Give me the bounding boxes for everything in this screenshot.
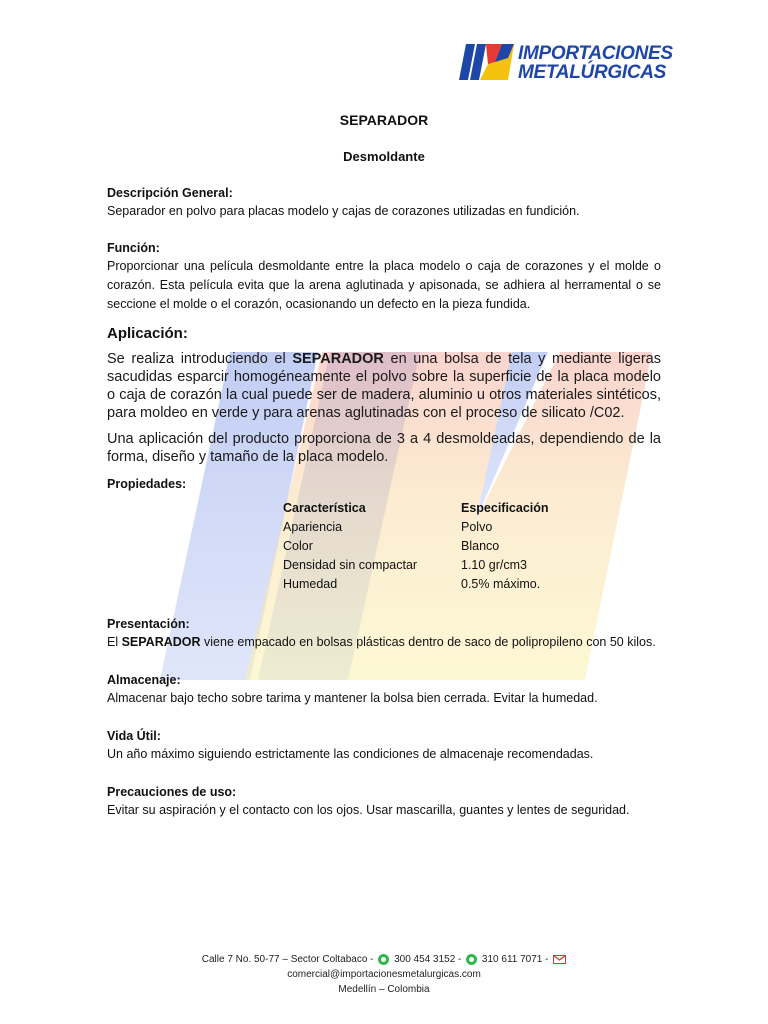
presentacion-label: Presentación: (107, 617, 190, 631)
aplicacion-product-name: SEPARADOR (292, 351, 384, 367)
table-row (283, 577, 549, 596)
aplicacion-paragraph-2: Una aplicación del producto proporciona de 3 a 4 desmoldeadas, dependiendo de la forma, diseño y tamaño de la placa modelo. (107, 431, 661, 465)
propiedades-label: Propiedades: (107, 477, 187, 491)
section-vida-util (107, 727, 661, 764)
document-title: SEPARADOR (339, 112, 429, 128)
aplicacion-text-before: Se realiza introduciendo el (107, 351, 293, 367)
footer-phone-1: 300 454 3152 - (394, 954, 462, 965)
footer-email[interactable]: comercial@importacionesmetalurgicas.com (287, 969, 481, 981)
property-name: Humedad (283, 577, 338, 591)
almacenaje-text: Almacenar bajo techo sobre tarima y mantener la bolsa bien cerrada. Evitar la humedad. (107, 691, 598, 705)
table-header-row (283, 501, 549, 520)
section-funcion (107, 239, 661, 314)
property-name: Apariencia (283, 520, 343, 534)
presentacion-product-name: SEPARADOR (121, 635, 201, 649)
section-presentacion (107, 615, 661, 652)
properties-table (283, 501, 549, 596)
precauciones-label: Precauciones de uso: (107, 785, 237, 799)
logo-line-2: METALÚRGICAS (518, 62, 667, 83)
section-propiedades (107, 475, 661, 596)
table-row (283, 520, 549, 539)
precauciones-text: Evitar su aspiración y el contacto con los ojos. Usar mascarilla, guantes y lentes de seguridad. (107, 803, 630, 817)
footer-contact-line (0, 952, 768, 967)
section-aplicacion (107, 324, 661, 466)
header-caracteristica: Característica (283, 501, 366, 515)
descripcion-label: Descripción General: (107, 186, 233, 200)
document-subtitle: Desmoldante (343, 149, 425, 164)
vida-util-text: Un año máximo siguiendo estrictamente las condiciones de almacenaje recomendadas. (107, 747, 594, 761)
property-value: 0.5% máximo. (461, 577, 541, 591)
footer-phone-2: 310 611 7071 - (481, 954, 549, 965)
header-especificacion: Especificación (461, 501, 549, 515)
aplicacion-paragraph-1 (107, 350, 661, 422)
mail-icon (553, 955, 566, 964)
funcion-text: Proporcionar una película desmoldante entre la placa modelo o caja de corazones y el molde o corazón. Esta película evita que la arena aglutinada y apisonada, se adhiera al herramental o se seccione el molde o el corazón, ocasionando un defecto en la pieza fundida. (107, 259, 661, 311)
presentacion-before: El (107, 635, 122, 649)
section-descripcion (107, 184, 661, 221)
table-row (283, 539, 549, 558)
vida-util-label: Vida Útil: (107, 729, 161, 743)
aplicacion-text-after: en una bolsa de tela y mediante ligeras sacudidas esparcir homogéneamente el polvo sobre la superficie de la placa modelo o caja de corazón la cual puede ser de madera, aluminio u otros materiales sintéticos, para moldeo en verde y para arenas aglutinadas con el proceso de silicato /C02. (107, 351, 661, 421)
whatsapp-icon (466, 954, 477, 965)
property-value: Blanco (461, 539, 500, 553)
section-precauciones (107, 783, 661, 820)
company-logo (458, 42, 673, 84)
property-name: Densidad sin compactar (283, 558, 418, 572)
footer-address: Calle 7 No. 50-77 – Sector Coltabaco - (201, 954, 374, 965)
funcion-label: Función: (107, 241, 160, 255)
table-row (283, 558, 549, 577)
logo-line-1: IMPORTACIONES (518, 43, 673, 64)
almacenaje-label: Almacenaje: (107, 673, 181, 687)
footer-city: Medellín – Colombia (338, 984, 430, 996)
property-name: Color (283, 539, 313, 553)
page-footer (0, 952, 768, 997)
presentacion-text (107, 633, 661, 652)
section-almacenaje (107, 671, 661, 708)
logo-mark-icon (458, 42, 514, 82)
document-body (107, 112, 661, 820)
property-value: Polvo (461, 520, 493, 534)
aplicacion-label: Aplicación: (107, 325, 188, 342)
whatsapp-icon (378, 954, 389, 965)
property-value: 1.10 gr/cm3 (461, 558, 528, 572)
descripcion-text: Separador en polvo para placas modelo y cajas de corazones utilizadas en fundición. (107, 204, 580, 218)
presentacion-after: viene empacado en bolsas plásticas dentro de saco de polipropileno con 50 kilos. (200, 635, 656, 649)
